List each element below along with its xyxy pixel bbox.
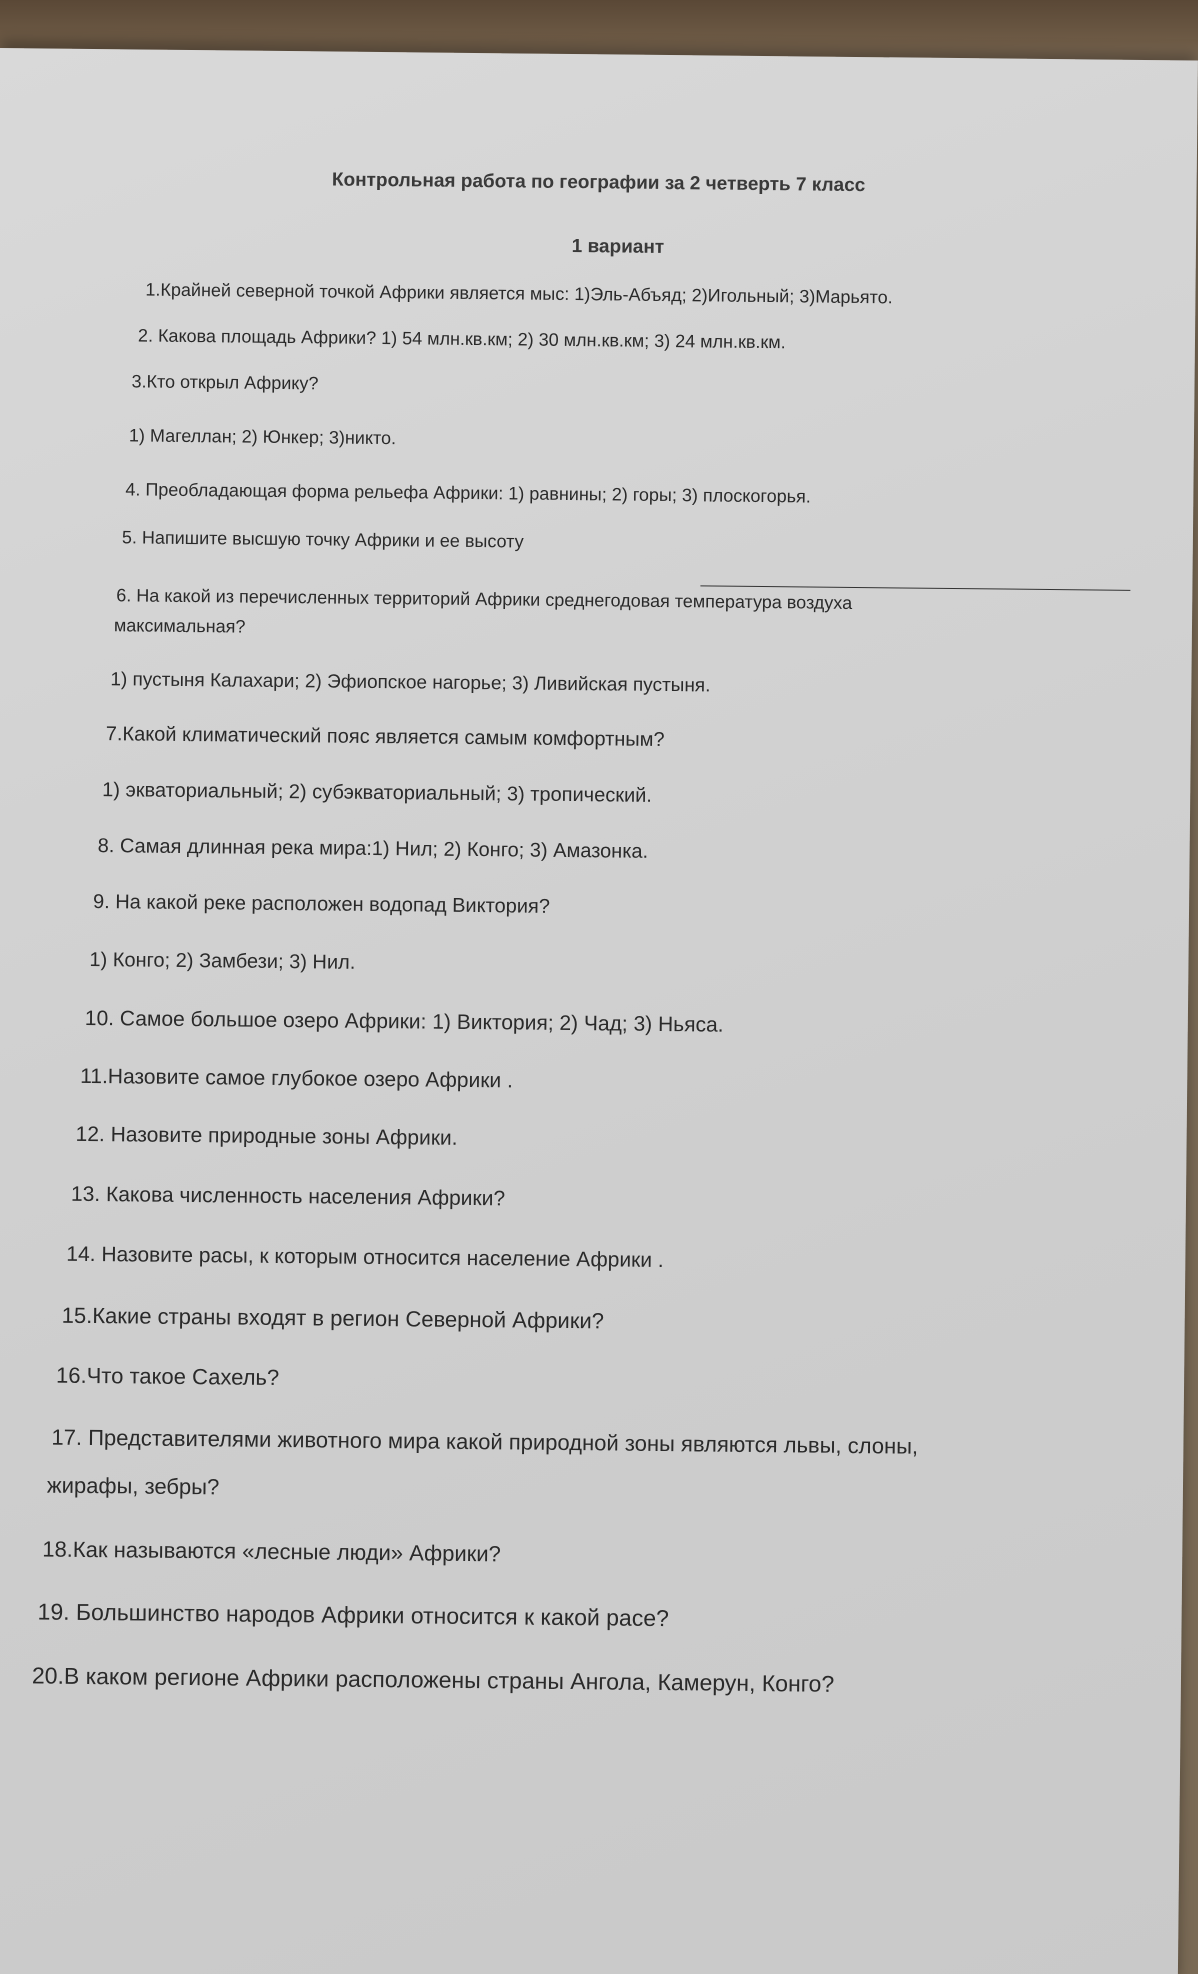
question-13: 13. Какова численность населения Африки? bbox=[70, 1182, 506, 1211]
question-6-options: 1) пустыня Калахари; 2) Эфиопское нагорье; 3) Ливийская пустыня. bbox=[110, 669, 711, 697]
question-6: 6. На какой из перечисленных территорий Африки среднегодовая температура воздуха bbox=[116, 585, 853, 613]
question-8: 8. Самая длинная река мира:1) Нил; 2) Конго; 3) Амазонка. bbox=[97, 835, 649, 863]
question-9: 9. На какой реке расположен водопад Виктория? bbox=[92, 891, 551, 918]
question-7: 7.Какой климатический пояс является самым комфортным? bbox=[105, 723, 665, 751]
paper-sheet bbox=[0, 48, 1198, 1974]
question-9-options: 1) Конго; 2) Замбези; 3) Нил. bbox=[89, 948, 356, 974]
question-17-continued: жирафы, зебры? bbox=[46, 1472, 220, 1500]
question-3-options: 1) Магеллан; 2) Юнкер; 3)никто. bbox=[128, 425, 397, 449]
question-2: 2. Какова площадь Африки? 1) 54 млн.кв.км; 2) 30 млн.кв.км; 3) 24 млн.кв.км. bbox=[137, 325, 786, 353]
question-5: 5. Напишите высшую точку Африки и ее высоту bbox=[121, 527, 524, 552]
document-title: Контрольная работа по географии за 2 четверть 7 класс bbox=[331, 169, 866, 197]
question-7-options: 1) экваториальный; 2) субэкваториальный; 3) тропический. bbox=[102, 779, 653, 807]
question-17: 17. Представителями животного мира какой природной зоны являются львы, слоны, bbox=[51, 1424, 919, 1459]
question-6-continued: максимальная? bbox=[113, 615, 246, 637]
question-14: 14. Назовите расы, к которым относится население Африки . bbox=[66, 1242, 664, 1273]
question-15: 15.Какие страны входят в регион Северной Африки? bbox=[61, 1302, 605, 1334]
question-12: 12. Назовите природные зоны Африки. bbox=[75, 1122, 458, 1150]
question-19: 19. Большинство народов Африки относится к какой расе? bbox=[37, 1598, 670, 1632]
question-18: 18.Как называются «лесные люди» Африки? bbox=[42, 1536, 501, 1567]
question-20: 20.В каком регионе Африки расположены страны Ангола, Камерун, Конго? bbox=[31, 1662, 835, 1697]
question-10: 10. Самое большое озеро Африки: 1) Виктория; 2) Чад; 3) Ньяса. bbox=[84, 1006, 724, 1037]
question-1: 1.Крайней северной точкой Африки является мыс: 1)Эль-Абъяд; 2)Игольный; 3)Марьято. bbox=[145, 279, 893, 308]
variant-label: 1 вариант bbox=[571, 235, 665, 258]
question-11: 11.Назовите самое глубокое озеро Африки . bbox=[80, 1064, 513, 1093]
question-4: 4. Преобладающая форма рельефа Африки: 1) равнины; 2) горы; 3) плоскогорья. bbox=[125, 479, 811, 507]
question-16: 16.Что такое Сахель? bbox=[55, 1362, 280, 1390]
answer-blank-line bbox=[700, 585, 1130, 591]
question-3: 3.Кто открыл Африку? bbox=[131, 371, 319, 394]
